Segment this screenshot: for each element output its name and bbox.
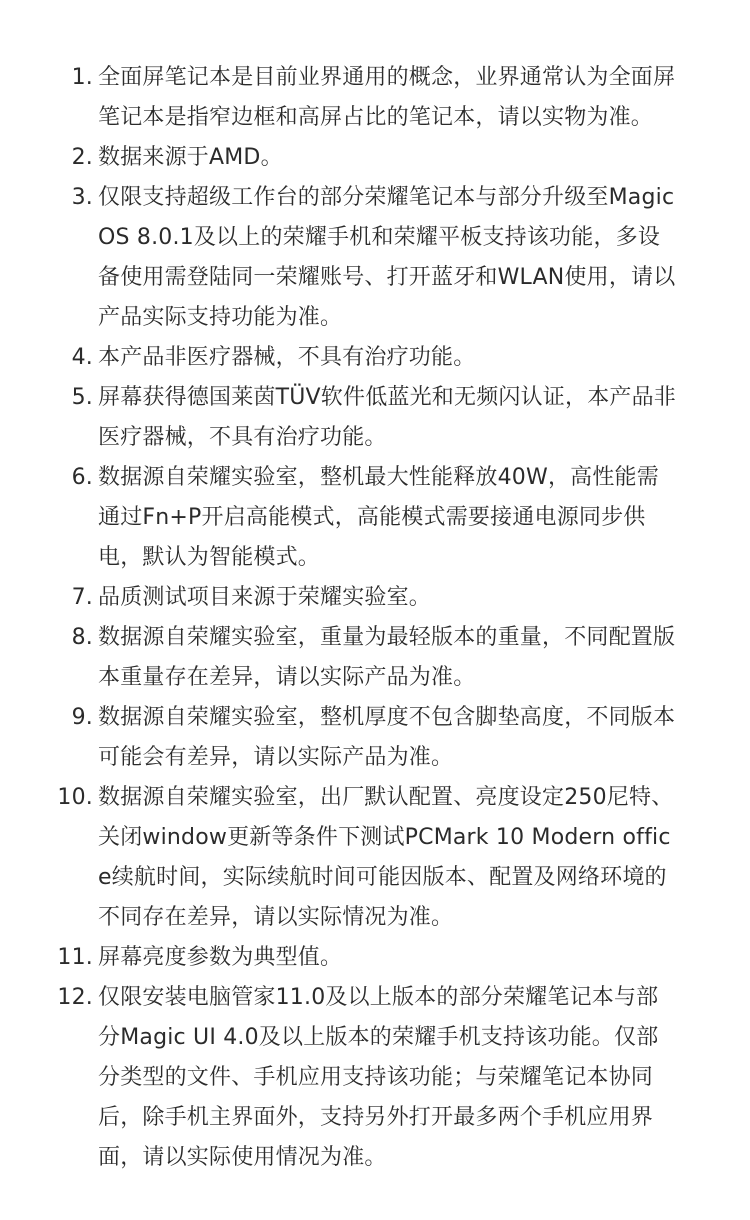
footnote-text: 数据来源于AMD。: [98, 145, 283, 170]
footnote-number: 5.: [71, 385, 93, 410]
footnote-item: [0, 178, 750, 338]
footnote-item: [0, 578, 750, 618]
footnote-number: 8.: [71, 625, 93, 650]
footnote-item: [0, 58, 750, 138]
footnote-item: [0, 698, 750, 778]
footnote-text: 品质测试项目来源于荣耀实验室。: [98, 585, 432, 610]
footnote-item: [0, 978, 750, 1178]
footnote-item: [0, 378, 750, 458]
footnote-text: 本产品非医疗器械，不具有治疗功能。: [98, 345, 476, 370]
footnote-number: 2.: [71, 145, 93, 170]
footnote-text: 屏幕亮度参数为典型值。: [98, 945, 343, 970]
footnote-number: 11.: [57, 945, 93, 970]
footnote-number: 9.: [71, 705, 93, 730]
footnote-text: 仅限支持超级工作台的部分荣耀笔记本与部分升级至MagicOS 8.0.1及以上的荣耀手机和荣耀平板支持该功能，多设备使用需登陆同一荣耀账号、打开蓝牙和WLAN使用，请以产品实际支持功能为准。: [98, 185, 676, 330]
footnote-text: 仅限安装电脑管家11.0及以上版本的部分荣耀笔记本与部分Magic UI 4.0及以上版本的荣耀手机支持该功能。仅部分类型的文件、手机应用支持该功能；与荣耀笔记本协同后，除手机主界面外，支持另外打开最多两个手机应用界面，请以实际使用情况为准。: [98, 985, 659, 1170]
footnote-item: [0, 338, 750, 378]
footnote-number: 7.: [71, 585, 93, 610]
footnote-item: [0, 138, 750, 178]
footnote-item: [0, 938, 750, 978]
footnote-number: 12.: [57, 985, 93, 1010]
footnote-text: 数据源自荣耀实验室，整机厚度不包含脚垫高度，不同版本可能会有差异，请以实际产品为准。: [98, 705, 676, 770]
footnote-item: [0, 458, 750, 578]
footnote-text: 数据源自荣耀实验室，出厂默认配置、亮度设定250尼特、关闭window更新等条件下测试PCMark 10 Modern office续航时间，实际续航时间可能因版本、配置及网络环境的不同存在差异，请以实际情况为准。: [98, 785, 674, 930]
footnote-text: 全面屏笔记本是目前业界通用的概念，业界通常认为全面屏笔记本是指窄边框和高屏占比的笔记本，请以实物为准。: [98, 65, 676, 130]
footnote-item: [0, 778, 750, 938]
footnote-number: 1.: [71, 65, 93, 90]
footnote-list: [0, 58, 750, 1178]
footnote-text: 屏幕获得德国莱茵TÜV软件低蓝光和无频闪认证，本产品非医疗器械，不具有治疗功能。: [98, 385, 676, 450]
footnote-number: 3.: [71, 185, 93, 210]
footnote-number: 4.: [71, 345, 93, 370]
footnote-number: 10.: [57, 785, 93, 810]
footnote-text: 数据源自荣耀实验室，整机最大性能释放40W，高性能需通过Fn+P开启高能模式，高能模式需要接通电源同步供电，默认为智能模式。: [98, 465, 659, 570]
footnote-item: [0, 618, 750, 698]
footnote-text: 数据源自荣耀实验室，重量为最轻版本的重量，不同配置版本重量存在差异，请以实际产品为准。: [98, 625, 676, 690]
footnote-number: 6.: [71, 465, 93, 490]
